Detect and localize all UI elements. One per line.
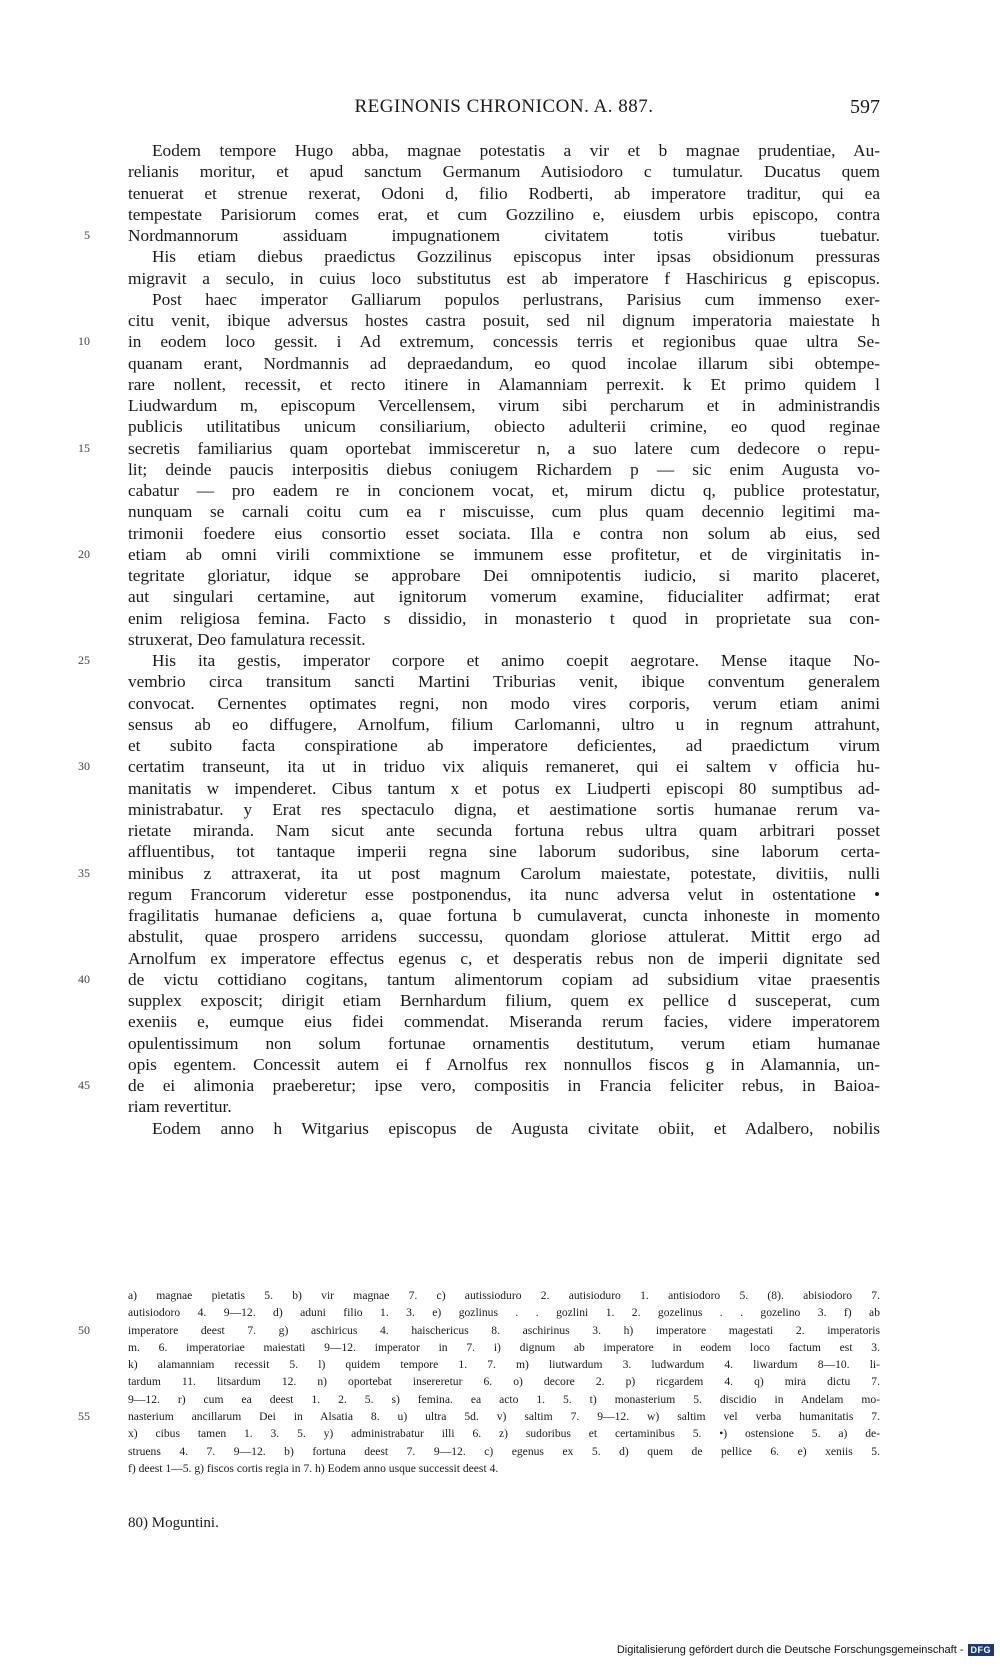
line-text: rietate miranda. Nam sicut ante secunda fortuna rebus ultra quam arbitrari posset <box>128 821 880 840</box>
text-line <box>128 884 880 905</box>
text-line <box>128 501 880 522</box>
line-number: 30 <box>78 759 90 774</box>
text-line <box>128 1118 880 1139</box>
line-text: sensus ab eo diffugere, Arnolfum, filium Carlomanni, ultro u in regnum attrahunt, <box>128 714 880 734</box>
text-line <box>128 310 880 331</box>
line-number: 20 <box>78 546 90 561</box>
line-text: f) deest 1—5. g) fiscos cortis regia in 7. h) Eodem anno usque successit deest 4. <box>128 1461 499 1475</box>
line-text: nunquam se carnali coitu cum ea r miscuisse, cum plus quam decennio legitimi ma- <box>128 502 880 522</box>
line-text: struxerat, Deo famulatura recessit. <box>128 629 366 649</box>
text-line <box>128 459 880 480</box>
text-line <box>78 650 880 671</box>
note-line <box>128 1460 880 1477</box>
line-text: ministrabatur. y Erat res spectaculo digna, et aestimatione sortis humanae rerum va- <box>128 799 880 819</box>
text-line <box>78 331 880 352</box>
text-line <box>128 905 880 926</box>
dfg-logo: DFG <box>968 1644 995 1656</box>
text-line <box>128 948 880 969</box>
line-number: 55 <box>78 1409 90 1424</box>
line-text: abstulit, quae prospero arridens successu, quondam gloriose attulerat. Mittit ergo ad <box>128 927 880 947</box>
line-number: 10 <box>78 334 90 349</box>
note-line <box>128 1373 880 1390</box>
text-line <box>128 353 880 374</box>
line-text: m. 6. imperatoriae maiestati 9—12. imperator in 7. i) dignum ab imperatore in eodem loco factum est 3. <box>128 1340 880 1354</box>
note-line <box>128 1287 880 1304</box>
line-text: migravit a seculo, in cuius loco substitutus est ab imperatore f Haschiricus g episcopus. <box>128 268 880 288</box>
text-line <box>128 246 880 267</box>
line-text: opis egentem. Concessit autem ei f Arnolfus rex nonnullos fiscos g in Alamannia, un- <box>128 1054 880 1074</box>
main-text <box>78 140 880 1139</box>
line-text: minibus z attraxerat, ita ut post magnum Carolum maiestate, potestate, divitiis, nulli <box>128 863 880 883</box>
line-text: fragilitatis humanae deficiens a, quae fortuna b cumulaverat, cuncta inhoneste in momento <box>128 906 880 925</box>
line-text: struens 4. 7. 9—12. b) fortuna deest 7. 9—12. c) egenus ex 5. d) quem de pellice 6. e) xeniis 5. <box>128 1444 880 1458</box>
line-text: affluentibus, tot tantaque imperii regna sine laborum sudoribus, sine laborum certa- <box>128 842 880 862</box>
line-text: tegritate gloriatur, idque se approbare Dei omnipotentis iudicio, si marito placeret, <box>128 566 880 585</box>
line-text: opulentissimum non solum fortunae ornamentis destitutum, verum etiam humanae <box>128 1033 880 1053</box>
line-text: publicis utilitatibus unicum consiliarium, obiecto adulterii crimine, eo quod reginae <box>128 417 880 437</box>
text-line <box>128 565 880 586</box>
line-text: Liudwardum m, episcopum Vercellensem, virum sibi percharum et in administrandis <box>128 396 880 415</box>
text-line <box>128 161 880 182</box>
text-line <box>78 969 880 990</box>
text-line <box>128 1054 880 1075</box>
line-text: secretis familiarius quam oportebat immisceretur n, a suo latere cum dedecore o repu- <box>128 438 880 458</box>
text-line <box>128 799 880 820</box>
text-line <box>128 480 880 501</box>
line-text: Post haec imperator Galliarum populos perlustrans, Parisius cum immenso exer- <box>152 289 880 309</box>
line-text: rare nollent, recessit, et recto itinere in Alamanniam perrexit. k Et primo quidem l <box>128 374 880 394</box>
text-line <box>84 225 880 246</box>
text-line <box>128 778 880 799</box>
line-text: 9—12. r) cum ea deest 1. 2. 5. s) femina. ea acto 1. 5. t) monasterium 5. discidio in Andelam mo- <box>128 1392 880 1406</box>
line-text: et subito facta conspiratione ab imperatore deficientes, ad praedictum virum <box>128 736 880 755</box>
line-text: autisiodoro 4. 9—12. d) aduni filio 1. 3. e) gozlinus . . gozlini 1. 2. gozelinus . . gozelino 3. f) ab <box>128 1306 880 1320</box>
line-text: aut singulari certamine, aut ignitorum vomerum examine, fiducialiter adfirmat; erat <box>128 587 880 607</box>
text-line <box>128 1033 880 1054</box>
note-line <box>78 1322 880 1339</box>
text-line <box>128 374 880 395</box>
page-number: 597 <box>850 96 880 118</box>
line-number: 15 <box>78 440 90 455</box>
line-text: vembrio circa transitum sancti Martini Triburias venit, ibique conventum generalem <box>128 672 880 692</box>
footnote-80: 80) Moguntini. <box>128 1515 219 1531</box>
line-text: convocat. Cernentes optimates regni, non modo vires corporis, verum etiam animi <box>128 693 880 713</box>
line-number: 35 <box>78 865 90 880</box>
text-line <box>128 183 880 204</box>
line-text: certatim transeunt, ita ut in triduo vix aliquis remaneret, qui ei saltem v officia hu- <box>128 757 880 777</box>
line-number: 5 <box>84 228 90 242</box>
text-line <box>128 289 880 310</box>
text-line <box>128 416 880 437</box>
text-line <box>128 395 880 416</box>
line-number: 45 <box>78 1078 90 1092</box>
line-text: enim religiosa femina. Facto s dissidio, in monasterio t quod in proprietate sua con- <box>128 608 880 628</box>
line-text: exeniis e, eumque eius fidei commendat. Miseranda rerum facies, videre imperatorem <box>128 1012 880 1032</box>
line-text: manitatis w impenderet. Cibus tantum x et potus ex Liudperti episcopi 80 sumptibus ad- <box>128 778 880 798</box>
line-text: lit; deinde paucis interpositis diebus coniugem Richardem p — sic enim Augusta vo- <box>128 459 880 479</box>
note-line <box>78 1408 880 1425</box>
line-text: etiam ab omni virili commixtione se immunem esse profitetur, et de virginitatis in- <box>128 544 880 564</box>
text-line <box>128 671 880 692</box>
line-number: 40 <box>78 971 90 986</box>
line-text: tenuerat et strenue rexerat, Odoni d, filio Rodberti, ab imperatore traditur, qui ea <box>128 183 880 203</box>
note-line <box>128 1339 880 1356</box>
text-line <box>78 863 880 884</box>
text-line <box>128 693 880 714</box>
line-text: a) magnae pietatis 5. b) vir magnae 7. c) autissioduro 2. autisioduro 1. antisiodoro 5. (8). abisiodoro 7. <box>128 1289 880 1302</box>
text-line <box>128 1096 880 1117</box>
line-text: Arnolfum ex imperatore effectus egenus c, et desperatis rebus non de imperii dignitate sed <box>128 948 880 968</box>
text-line <box>128 204 880 225</box>
text-line <box>128 586 880 607</box>
text-line <box>78 544 880 565</box>
line-text: k) alamanniam recessit 5. l) quidem tempore 1. 7. m) liutwardum 3. ludwardum 4. liwardum 8—10. li- <box>128 1358 880 1372</box>
line-text: quanam erant, Nordmannis ad depraedandum, eo quod incolae illarum sibi obtempe- <box>128 353 880 373</box>
line-text: de victu cottidiano cogitans, tantum alimentorum copiam ad subsidium vitae praesentis <box>128 969 880 989</box>
line-text: Eodem anno h Witgarius episcopus de Augusta civitate obiit, et Adalbero, nobilis <box>152 1118 880 1138</box>
text-line <box>128 841 880 862</box>
text-line <box>128 714 880 735</box>
text-line <box>78 1075 880 1096</box>
text-line <box>128 926 880 947</box>
running-header <box>128 96 880 126</box>
note-line <box>128 1443 880 1460</box>
line-number: 25 <box>78 653 90 667</box>
note-line <box>128 1425 880 1442</box>
text-line <box>128 735 880 756</box>
line-text: His etiam diebus praedictus Gozzilinus episcopus inter ipsas obsidionum pressuras <box>152 247 880 267</box>
text-line <box>128 140 880 161</box>
text-line <box>78 438 880 459</box>
text-line <box>128 608 880 629</box>
line-text: citu venit, ibique adversus hostes castra posuit, sed nil dignum imperatoria maiestate h <box>128 311 880 330</box>
text-line <box>128 629 880 650</box>
line-text: cabatur — pro eadem re in concionem vocat, et, mirum dictu q, publice protestatur, <box>128 481 880 500</box>
text-line <box>128 523 880 544</box>
line-text: trimonii foedere eius consortio esset sociata. Illa e contra non solum ab eius, sed <box>128 523 880 543</box>
text-line <box>128 990 880 1011</box>
line-text: supplex exposcit; dirigit etiam Bernhardum filium, quem ex pellice d susceperat, cum <box>128 991 880 1010</box>
line-text: nasterium ancillarum Dei in Alsatia 8. u) ultra 5d. v) saltim 7. 9—12. w) saltim vel verba humanitatis 7. <box>128 1410 880 1424</box>
line-text: His ita gestis, imperator corpore et animo coepit aegrotare. Mense itaque No- <box>152 651 880 670</box>
line-text: Nordmannorum assiduam impugnationem civitatem totis viribus tuebatur. <box>128 226 880 245</box>
line-text: x) cibus tamen 1. 3. 5. y) administrabatur illi 6. z) sudoribus et certaminibus 5. •) ostensione 5. a) de- <box>128 1427 880 1441</box>
line-text: imperatore deest 7. g) aschiricus 4. haischericus 8. aschirinus 3. h) imperatore magestati 2. imperatoris <box>128 1323 880 1337</box>
line-text: relianis moritur, et apud sanctum Germanum Autisiodoro c tumulatur. Ducatus quem <box>128 162 880 182</box>
text-line <box>78 756 880 777</box>
note-line <box>128 1391 880 1408</box>
text-line <box>128 268 880 289</box>
note-line <box>128 1356 880 1373</box>
note-line <box>128 1304 880 1321</box>
line-text: de ei alimonia praeberetur; ipse vero, compositis in Francia feliciter rebus, in Baioa- <box>128 1076 880 1095</box>
text-line <box>128 820 880 841</box>
footer-text: Digitalisierung gefördert durch die Deutsche Forschungsgemeinschaft - <box>616 1644 964 1656</box>
line-text: Eodem tempore Hugo abba, magnae potestatis a vir et b magnae prudentiae, Au- <box>152 141 880 160</box>
line-text: regum Francorum videretur esse postponendus, ita nunc adversa velut in ostentatione • <box>128 884 880 904</box>
footer-credit <box>617 1644 994 1656</box>
variant-notes <box>78 1287 880 1477</box>
line-number: 50 <box>78 1322 90 1337</box>
line-text: riam revertitur. <box>128 1097 232 1117</box>
line-text: tempestate Parisiorum comes erat, et cum Gozzilino e, eiusdem urbis episcopo, contra <box>128 204 880 224</box>
line-text: tardum 11. litsardum 12. n) oportebat insereretur 6. o) decore 2. p) ricgardem 4. q) mira dictu 7. <box>128 1375 880 1389</box>
running-title: REGINONIS CHRONICON. A. 887. <box>354 96 654 117</box>
text-line <box>128 1011 880 1032</box>
line-text: in eodem loco gessit. i Ad extremum, concessis terris et regionibus quae ultra Se- <box>128 332 880 352</box>
